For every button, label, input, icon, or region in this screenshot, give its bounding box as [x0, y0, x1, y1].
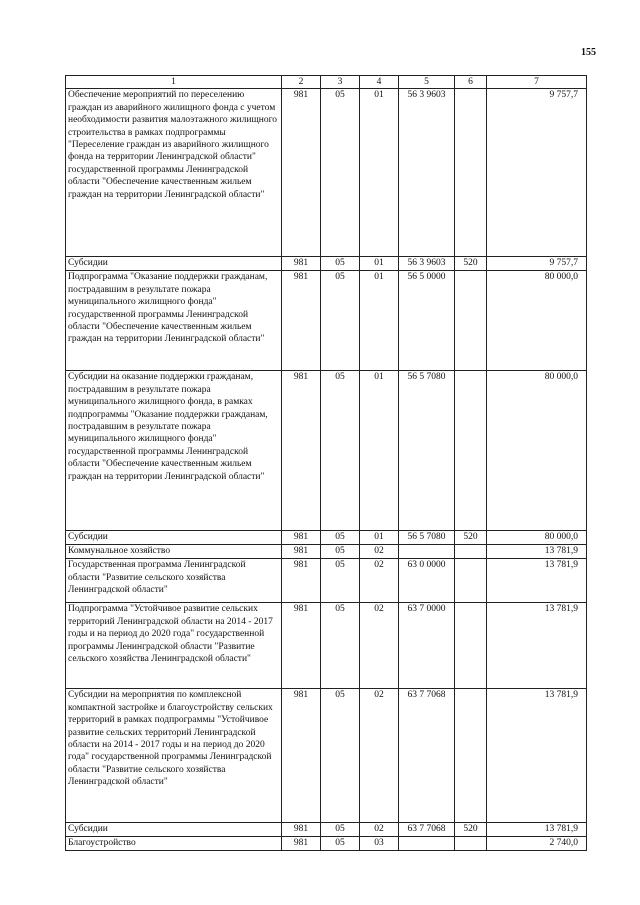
table-row [66, 559, 587, 603]
row-ministry-code: 981 [282, 257, 321, 271]
row-subsection-code: 03 [360, 837, 399, 851]
row-section-code: 05 [321, 271, 360, 371]
row-amount: 9 757,7 [487, 257, 587, 271]
row-amount: 13 781,9 [487, 545, 587, 559]
table-header-row [66, 76, 587, 89]
row-subsection-code: 01 [360, 531, 399, 545]
row-name: Коммунальное хозяйство [66, 545, 282, 559]
row-target-code: 56 3 9603 [399, 257, 455, 271]
row-amount: 2 740,0 [487, 837, 587, 851]
row-expense-type: 520 [455, 531, 487, 545]
row-target-code [399, 837, 455, 851]
row-target-code: 63 7 7068 [399, 823, 455, 837]
row-amount: 13 781,9 [487, 823, 587, 837]
table-row [66, 531, 587, 545]
table-row [66, 823, 587, 837]
row-ministry-code: 981 [282, 531, 321, 545]
table-row [66, 371, 587, 531]
header-cell: 6 [455, 76, 487, 89]
table-row [66, 545, 587, 559]
row-section-code: 05 [321, 689, 360, 823]
row-section-code: 05 [321, 837, 360, 851]
row-expense-type [455, 89, 487, 257]
page-number: 155 [581, 47, 596, 58]
budget-table [65, 75, 587, 851]
row-name: Субсидии на оказание поддержки гражданам, пострадавшим в результате пожара муниципального жилищного фонда, в рамках подпрограммы "Оказание поддержки гражданам, пострадавшим в результате пожара муниципального жилищного фонда" государственной программы Ленинградской области "Обеспечение качественным жильем граждан на территории Ленинградской области" [66, 371, 282, 531]
header-cell: 3 [321, 76, 360, 89]
row-name: Подпрограмма "Оказание поддержки гражданам, пострадавшим в результате пожара муниципального жилищного фонда" государственной программы Ленинградской области "Обеспечение качественным жильем граждан на территории Ленинградской области" [66, 271, 282, 371]
row-expense-type: 520 [455, 823, 487, 837]
row-name: Обеспечение мероприятий по переселению граждан из аварийного жилищного фонда с учетом необходимости развития малоэтажного жилищного строительства в рамках подпрограммы "Переселение граждан из аварийного жилищного фонда на территории Ленинградской области" государственной программы Ленинградской области "Обеспечение качественным жильем граждан на территории Ленинградской области" [66, 89, 282, 257]
header-cell: 4 [360, 76, 399, 89]
row-amount: 13 781,9 [487, 603, 587, 689]
row-target-code: 63 0 0000 [399, 559, 455, 603]
row-amount: 13 781,9 [487, 689, 587, 823]
row-subsection-code: 02 [360, 823, 399, 837]
table-row [66, 603, 587, 689]
row-section-code: 05 [321, 371, 360, 531]
row-section-code: 05 [321, 559, 360, 603]
row-ministry-code: 981 [282, 837, 321, 851]
table-row [66, 89, 587, 257]
row-section-code: 05 [321, 531, 360, 545]
row-subsection-code: 01 [360, 89, 399, 257]
row-amount: 80 000,0 [487, 271, 587, 371]
row-expense-type [455, 559, 487, 603]
row-target-code: 56 5 7080 [399, 371, 455, 531]
row-expense-type [455, 271, 487, 371]
table-row [66, 837, 587, 851]
row-ministry-code: 981 [282, 689, 321, 823]
header-cell: 7 [487, 76, 587, 89]
row-name: Субсидии [66, 823, 282, 837]
row-amount: 13 781,9 [487, 559, 587, 603]
row-ministry-code: 981 [282, 89, 321, 257]
row-amount: 80 000,0 [487, 371, 587, 531]
row-ministry-code: 981 [282, 559, 321, 603]
row-section-code: 05 [321, 545, 360, 559]
table-row [66, 689, 587, 823]
header-cell: 2 [282, 76, 321, 89]
row-target-code: 63 7 0000 [399, 603, 455, 689]
row-name: Субсидии [66, 257, 282, 271]
row-ministry-code: 981 [282, 823, 321, 837]
row-subsection-code: 01 [360, 371, 399, 531]
row-section-code: 05 [321, 603, 360, 689]
row-amount: 80 000,0 [487, 531, 587, 545]
row-section-code: 05 [321, 257, 360, 271]
row-name: Государственная программа Ленинградской области "Развитие сельского хозяйства Ленинградской области" [66, 559, 282, 603]
row-expense-type [455, 603, 487, 689]
row-ministry-code: 981 [282, 371, 321, 531]
row-expense-type: 520 [455, 257, 487, 271]
row-target-code: 63 7 7068 [399, 689, 455, 823]
table-row [66, 271, 587, 371]
row-target-code [399, 545, 455, 559]
row-name: Субсидии на мероприятия по комплексной компактной застройке и благоустройству сельских территорий в рамках подпрограммы "Устойчивое развитие сельских территорий Ленинградской области на 2014 - 2017 годы и на период до 2020 года" государственной программы Ленинградской области "Развитие сельского хозяйства Ленинградской области" [66, 689, 282, 823]
row-section-code: 05 [321, 823, 360, 837]
header-cell: 5 [399, 76, 455, 89]
row-ministry-code: 981 [282, 603, 321, 689]
row-subsection-code: 01 [360, 271, 399, 371]
row-amount: 9 757,7 [487, 89, 587, 257]
row-subsection-code: 02 [360, 545, 399, 559]
row-name: Субсидии [66, 531, 282, 545]
row-subsection-code: 02 [360, 689, 399, 823]
row-name: Подпрограмма "Устойчивое развитие сельских территорий Ленинградской области на 2014 - 2017 годы и на период до 2020 года" государственной программы Ленинградской области "Развитие сельского хозяйства Ленинградской области" [66, 603, 282, 689]
table-row [66, 257, 587, 271]
row-expense-type [455, 371, 487, 531]
row-subsection-code: 02 [360, 603, 399, 689]
row-target-code: 56 5 7080 [399, 531, 455, 545]
row-expense-type [455, 545, 487, 559]
row-ministry-code: 981 [282, 271, 321, 371]
row-expense-type [455, 689, 487, 823]
row-name: Благоустройство [66, 837, 282, 851]
row-subsection-code: 01 [360, 257, 399, 271]
row-ministry-code: 981 [282, 545, 321, 559]
row-target-code: 56 5 0000 [399, 271, 455, 371]
row-target-code: 56 3 9603 [399, 89, 455, 257]
row-section-code: 05 [321, 89, 360, 257]
row-subsection-code: 02 [360, 559, 399, 603]
header-cell: 1 [66, 76, 282, 89]
row-expense-type [455, 837, 487, 851]
